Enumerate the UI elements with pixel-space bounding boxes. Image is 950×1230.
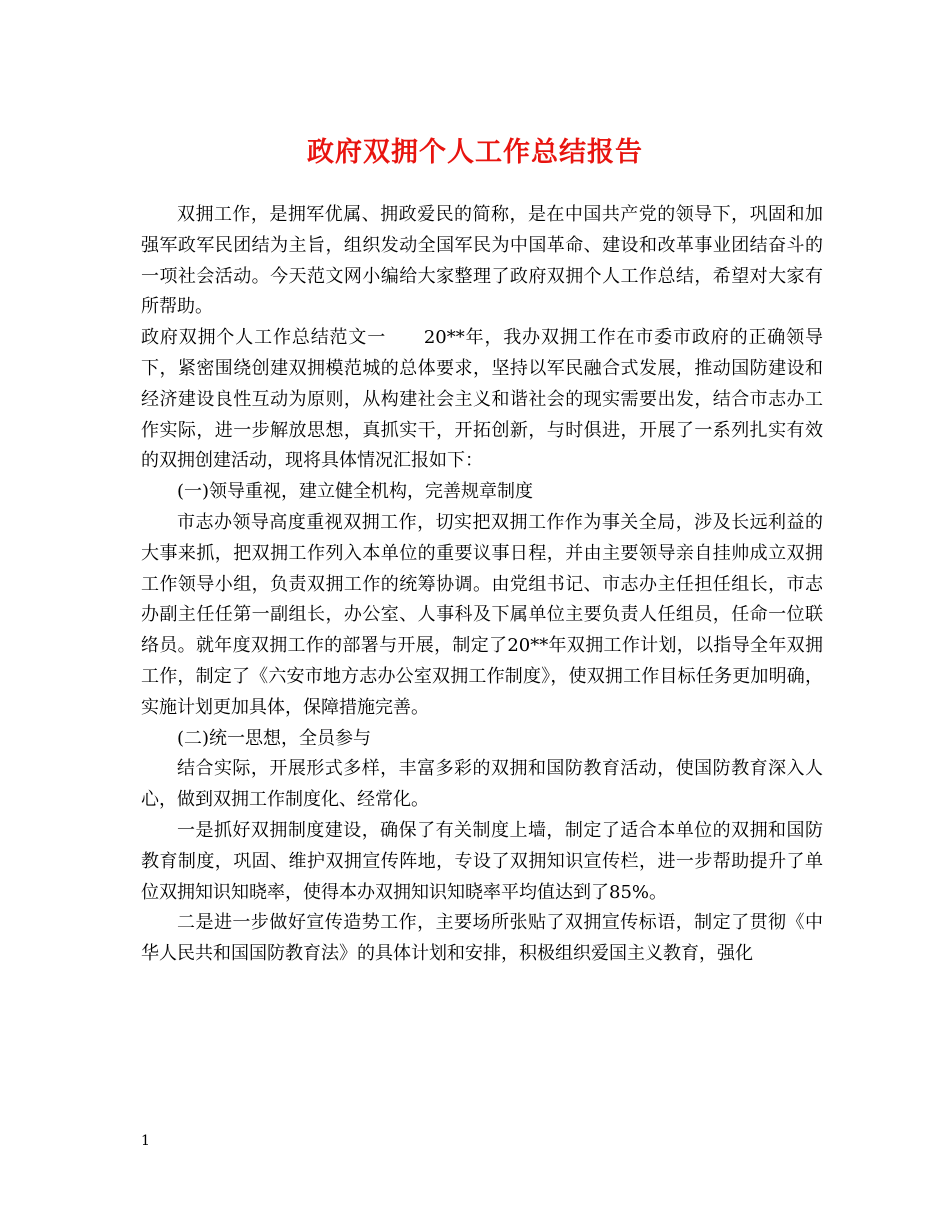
document-body bbox=[141, 200, 823, 970]
paragraph-publicity: 二是进一步做好宣传造势工作，主要场所张贴了双拥宣传标语，制定了贯彻《中华人民共和国国防教育法》的具体计划和安排，积极组织爱国主义教育，强化 bbox=[141, 912, 823, 965]
section-heading-one: (一)领导重视，建立健全机构，完善规章制度 bbox=[177, 481, 534, 503]
page-number: 1 bbox=[141, 1133, 150, 1149]
paragraph-activities: 结合实际，开展形式多样，丰富多彩的双拥和国防教育活动，使国防教育深入人心，做到双拥工作制度化、经常化。 bbox=[141, 758, 823, 811]
paragraph-system-building: 一是抓好双拥制度建设，确保了有关制度上墙，制定了适合本单位的双拥和国防教育制度，巩固、维护双拥宣传阵地，专设了双拥知识宣传栏，进一步帮助提升了单位双拥知识知晓率，使得本办双拥知识知晓率平均值达到了85%。 bbox=[141, 819, 823, 903]
paragraph-intro: 双拥工作，是拥军优属、拥政爱民的简称，是在中国共产党的领导下，巩固和加强军政军民团结为主旨，组织发动全国军民为中国革命、建设和改革事业团结奋斗的一项社会活动。今天范文网小编给大家整理了政府双拥个人工作总结，希望对大家有所帮助。 bbox=[141, 204, 823, 318]
section-heading-two: (二)统一思想，全员参与 bbox=[177, 727, 372, 749]
document-title: 政府双拥个人工作总结报告 bbox=[307, 137, 643, 168]
paragraph-sample-one: 政府双拥个人工作总结范文一 20**年，我办双拥工作在市委市政府的正确领导下，紧密围绕创建双拥模范城的总体要求，坚持以军民融合式发展，推动国防建设和经济建设良性互动为原则，从构建社会主义和谐社会的现实需要出发，结合市志办工作实际，进一步解放思想，真抓实干，开拓创新，与时俱进，开展了一系列扎实有效的双拥创建活动，现将具体情况汇报如下： bbox=[141, 327, 823, 472]
paragraph-leadership: 市志办领导高度重视双拥工作，切实把双拥工作作为事关全局，涉及长远利益的大事来抓，把双拥工作列入本单位的重要议事日程，并由主要领导亲自挂帅成立双拥工作领导小组，负责双拥工作的统筹协调。由党组书记、市志办主任担任组长，市志办副主任任第一副组长，办公室、人事科及下属单位主要负责人任组员，任命一位联络员。就年度双拥工作的部署与开展，制定了20**年双拥工作计划，以指导全年双拥工作，制定了《六安市地方志办公室双拥工作制度》，使双拥工作目标任务更加明确，实施计划更加具体，保障措施完善。 bbox=[141, 511, 823, 718]
